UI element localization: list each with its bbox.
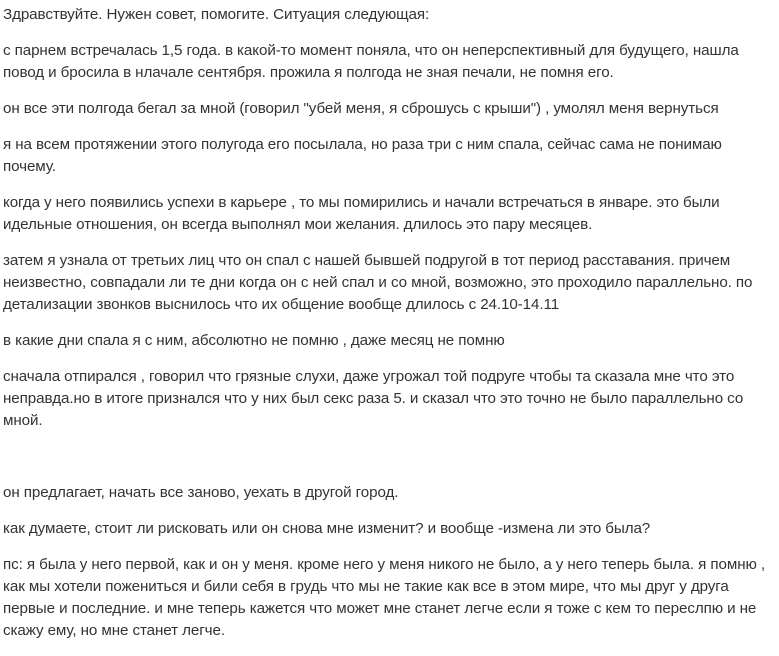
post-body bbox=[3, 4, 777, 656]
paragraph-rejection: я на всем протяжении этого полугода его посылала, но раза три с ним спала, сейчас сама не понимаю почему. bbox=[3, 136, 722, 175]
paragraph-discovery: затем я узнала от третьих лиц что он спал с нашей бывшей подругой в тот период расставания. причем неизвестно, совпадали ли те дни когда он с ней спал и со мной, возможно, это проходило параллельно. по детализации звонков выснилось что их общение вообще длилось с 24.10-14.11 bbox=[3, 252, 753, 313]
paragraph-confession: сначала отпирался , говорил что грязные слухи, даже угрожал той подруге чтобы та сказала мне что это неправда.но в итоге признался что у них был секс раза 5. и сказал что это точно не было параллельно со мной. bbox=[3, 368, 744, 429]
paragraph-greeting: Здравствуйте. Нужен совет, помогите. Ситуация следующая: bbox=[3, 6, 430, 23]
paragraph-question: как думаете, стоит ли рисковать или он снова мне изменит? и вообще -измена ли это была? bbox=[3, 520, 651, 537]
paragraph-breakup: с парнем встречалась 1,5 года. в какой-то момент поняла, что он неперспективный для будущего, нашла повод и бросила в нлачале сентября. прожила я полгода не зная печали, не помня его. bbox=[3, 42, 739, 81]
paragraph-postscript: пс: я была у него первой, как и он у меня. кроме него у меня никого не было, а у него теперь была. я помню , как мы хотели пожениться и били себя в грудь что мы не такие как все в этом мире, что мы друг у друга первые и последние. и мне теперь кажется что может мне станет легче если я тоже с кем то переслпю и не скажу ему, но мне станет легче. bbox=[3, 556, 766, 639]
paragraph-reunion: когда у него появились успехи в карьере , то мы помирились и начали встречаться в январе. это были идельные отношения, он всегда выполнял мои желания. длилось это пару месяцев. bbox=[3, 194, 720, 233]
paragraph-proposal: он предлагает, начать все заново, уехать в другой город. bbox=[3, 484, 399, 501]
paragraph-pursuit: он все эти полгода бегал за мной (говорил "убей меня, я сброшусь с крыши") , умолял меня вернуться bbox=[3, 100, 719, 117]
paragraph-blank bbox=[3, 446, 777, 468]
paragraph-dates: в какие дни спала я с ним, абсолютно не помню , даже месяц не помню bbox=[3, 332, 505, 349]
